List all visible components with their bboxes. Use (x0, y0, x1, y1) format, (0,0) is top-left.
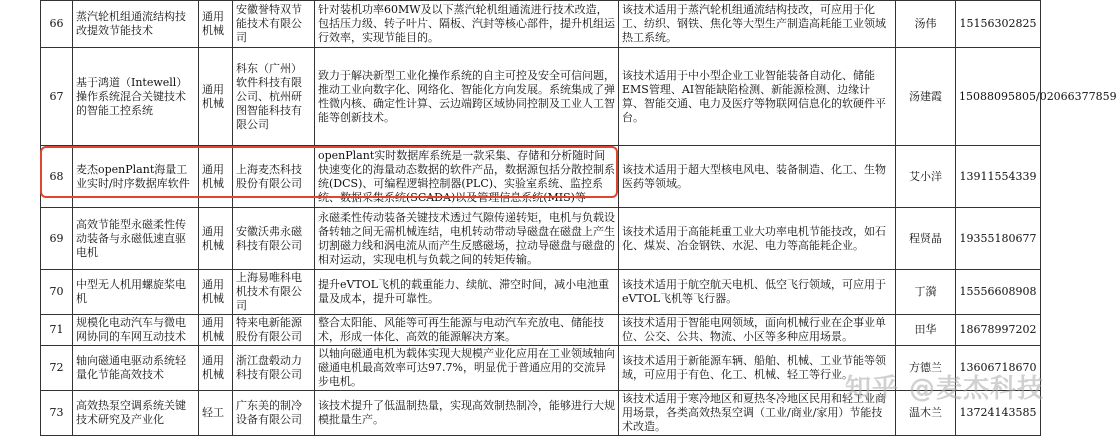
row-number: 69 (41, 208, 73, 270)
company-name: 上海麦杰科技股份有限公司 (233, 146, 315, 208)
contact-person: 艾小洋 (896, 146, 956, 208)
contact-person: 汤伟 (896, 1, 956, 48)
table-row (41, 315, 1041, 346)
row-number: 68 (41, 146, 73, 208)
tech-description: 该技术提升了低温制热量，实现高效制热制冷，能够进行大规模批量生产。 (315, 391, 619, 436)
company-name: 科东（广州）软件科技有限公司、杭州研图智能科技有限公司 (233, 48, 315, 146)
contact-phone: 15088095805/02066377859 (956, 48, 1041, 146)
tech-description: 整合太阳能、风能等可再生能源与电动汽车充放电、储能技术，形成一体化、高效的能源解决方案。 (315, 315, 619, 346)
industry-field: 通用机械 (199, 48, 233, 146)
industry-field: 通用机械 (199, 346, 233, 391)
industry-field: 通用机械 (199, 208, 233, 270)
row-number: 71 (41, 315, 73, 346)
application-scope: 该技术适用于新能源车辆、船舶、机械、工业节能等领域，可应用于有色、化工、机械、轻工等行业。 (619, 346, 896, 391)
tech-description: 针对装机功率60MW及以下蒸汽轮机组通流进行技术改造，包括压力级、转子叶片、隔板、汽封等核心部件，提升机组运行效率，实现节能目的。 (315, 1, 619, 48)
table-row (41, 391, 1041, 436)
table-row (41, 346, 1041, 391)
application-scope: 该技术适用于超大型核电风电、装备制造、化工、生物医药等领域。 (619, 146, 896, 208)
row-number: 72 (41, 346, 73, 391)
row-number: 66 (41, 1, 73, 48)
contact-phone: 18678997202 (956, 315, 1041, 346)
application-scope: 该技术适用于智能电网领域，面向机械行业在企事业单位、公交、公共、物流、小区等多种应用场景。 (619, 315, 896, 346)
contact-person: 方德兰 (896, 346, 956, 391)
tech-description: 提升eVTOL飞机的载重能力、续航、滞空时间，减小电池重量及成本，提升可靠性。 (315, 270, 619, 315)
contact-person: 田华 (896, 315, 956, 346)
tech-name: 蒸汽轮机组通流结构技改提效节能技术 (73, 1, 199, 48)
tech-description: 以轴向磁通电机为载体实现大规模产业化应用在工业领域轴向磁通电机最高效率可达97.7%，明显优于普通应用的交流异步电机。 (315, 346, 619, 391)
watermark: 知乎 @麦杰科技 (844, 374, 1044, 404)
tech-description: 致力于解决新型工业化操作系统的自主可控及安全可信问题，推动工业向数字化、网络化、智能化方向发展。系统集成了弹性微内核、确定性计算、云边端跨区域协同控制及工业人工智能等创新技术。 (315, 48, 619, 146)
contact-phone: 15156302825 (956, 1, 1041, 48)
application-scope: 该技术适用于航空航天电机、低空飞行领域，可应用于eVTOL飞机等飞行器。 (619, 270, 896, 315)
application-scope: 该技术适用于蒸汽轮机组通流结构技改，可应用于化工、纺织、钢铁、焦化等大型生产制造高耗能工业领域热工系统。 (619, 1, 896, 48)
contact-phone: 13724143585 (956, 391, 1041, 436)
table-row (41, 208, 1041, 270)
company-name: 安徽沃弗永磁科技有限公司 (233, 208, 315, 270)
tech-name: 麦杰openPlant海量工业实时/时序数据库软件 (73, 146, 199, 208)
contact-person: 汤建霞 (896, 48, 956, 146)
contact-person: 程贤晶 (896, 208, 956, 270)
application-scope: 该技术适用于中小型企业工业智能装备自动化、储能EMS管理、AI智能缺陷检测、新能源检测、边缘计算、智能交通、电力及医疗等物联网信息化的软硬件平台。 (619, 48, 896, 146)
row-number: 73 (41, 391, 73, 436)
tech-name: 高效节能型永磁柔性传动装备与永磁低速直驱电机 (73, 208, 199, 270)
tech-name: 高效热泵空调系统关键技术研究及产业化 (73, 391, 199, 436)
contact-phone: 13911554339 (956, 146, 1041, 208)
application-scope: 该技术适用于高能耗重工业大功率电机节能技改，如石化、煤炭、冶金钢铁、水泥、电力等高能耗企业。 (619, 208, 896, 270)
industry-field: 通用机械 (199, 146, 233, 208)
contact-person: 丁漪 (896, 270, 956, 315)
tech-name: 轴向磁通电驱动系统轻量化节能高效技术 (73, 346, 199, 391)
company-name: 浙江盘毂动力科技有限公司 (233, 346, 315, 391)
industry-field: 通用机械 (199, 315, 233, 346)
row-number: 70 (41, 270, 73, 315)
contact-phone: 19355180677 (956, 208, 1041, 270)
technology-table (40, 0, 1117, 436)
table-row (41, 270, 1041, 315)
contact-phone: 15556608908 (956, 270, 1041, 315)
tech-name: 规模化电动汽车与微电网协同的车网互动技术 (73, 315, 199, 346)
table-row (41, 146, 1041, 208)
table-row (41, 1, 1041, 48)
row-number: 67 (41, 48, 73, 146)
contact-person: 温木兰 (896, 391, 956, 436)
contact-phone: 13606718670 (956, 346, 1041, 391)
company-name: 广东美的制冷设备有限公司 (233, 391, 315, 436)
table-row (41, 48, 1041, 146)
industry-field: 轻工 (199, 391, 233, 436)
company-name: 特来电新能源股份有限公司 (233, 315, 315, 346)
industry-field: 通用机械 (199, 1, 233, 48)
tech-name: 基于鸿道（Intewell）操作系统混合关键技术的智能工控系统 (73, 48, 199, 146)
tech-description: openPlant实时数据库系统是一款采集、存储和分析随时间快速变化的海量动态数据的软件产品，数据源包括分散控制系统(DCS)、可编程逻辑控制器(PLC)、实验室系统、监控系统、数据采集系统(SCADA)以及管理信息系统(MIS)等 (315, 146, 619, 208)
industry-field: 通用机械 (199, 270, 233, 315)
company-name: 安徽誉特双节能技术有限公司 (233, 1, 315, 48)
application-scope: 该技术适用于寒冷地区和夏热冬冷地区民用和轻工业商用场景，各类高效热泵空调（工业/商业/家用）节能技术改造。 (619, 391, 896, 436)
tech-description: 永磁柔性传动装备关键技术透过气隙传递转矩，电机与负载设备转轴之间无需机械连结，电机转动带动导磁盘在磁盘上产生切割磁力线和涡电流从而产生反感磁场，拉动导磁盘与磁盘的相对运动，实现电机与负载之间的转矩传输。 (315, 208, 619, 270)
company-name: 上海易唯科电机技术有限公司 (233, 270, 315, 315)
tech-name: 中型无人机用螺旋桨电机 (73, 270, 199, 315)
